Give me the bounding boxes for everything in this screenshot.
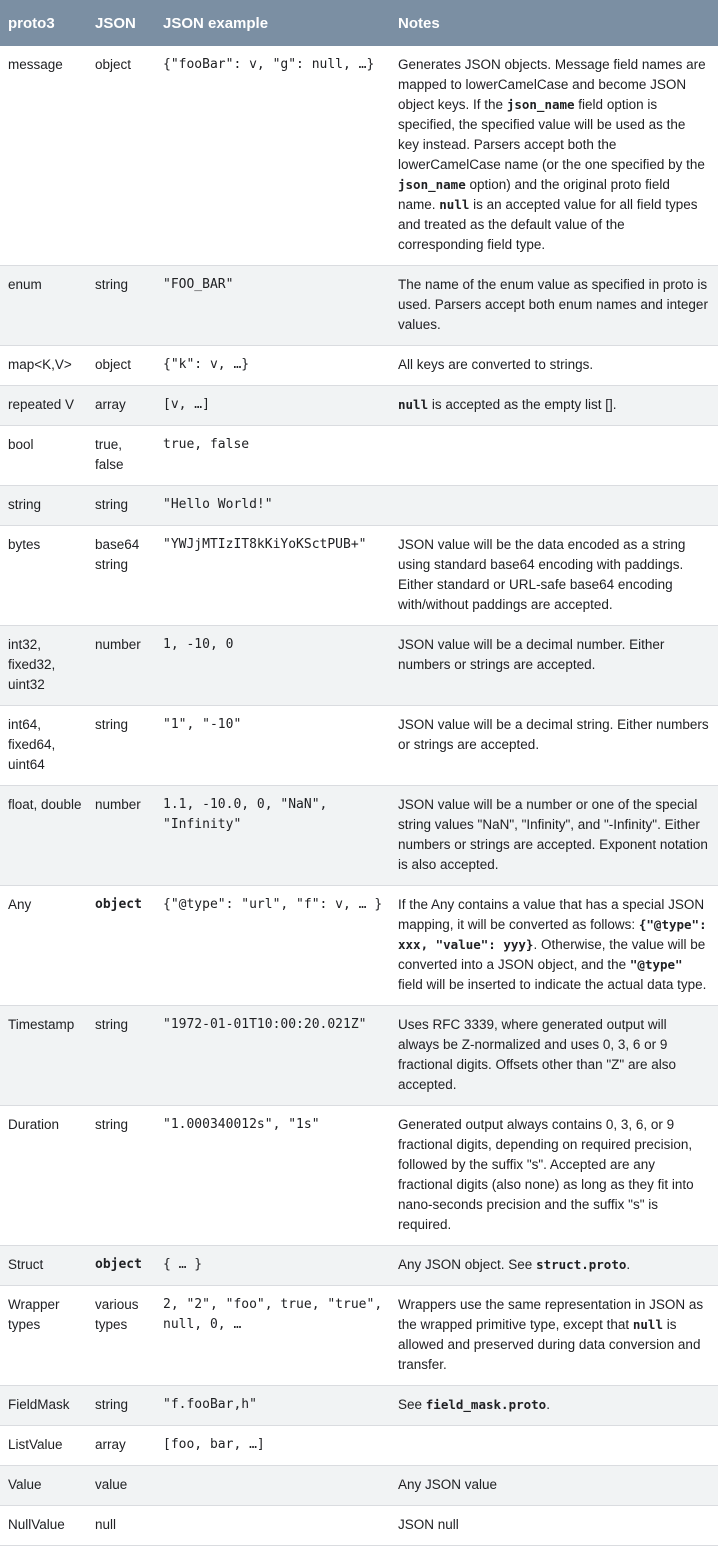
cell-json-type: number <box>87 786 155 886</box>
cell-notes <box>390 886 718 1006</box>
cell-notes <box>390 346 718 386</box>
table-row <box>0 1466 718 1506</box>
table-row <box>0 486 718 526</box>
cell-proto3-type: NullValue <box>0 1506 87 1546</box>
cell-json-example: {"k": v, …} <box>155 346 390 386</box>
notes-text: See <box>398 1397 426 1412</box>
notes-code: {"@type": xxx, "value": yyy} <box>398 917 707 952</box>
cell-json-type: string <box>87 266 155 346</box>
cell-notes <box>390 1106 718 1246</box>
cell-json-type: string <box>87 1386 155 1426</box>
table-row <box>0 1106 718 1246</box>
notes-text: . <box>546 1397 550 1412</box>
header-json: JSON <box>87 0 155 46</box>
notes-text: Wrappers use the same representation in JSON as the wrapped primitive type, except that <box>398 1297 704 1332</box>
cell-proto3-type: float, double <box>0 786 87 886</box>
table-row <box>0 526 718 626</box>
cell-proto3-type: Wrapper types <box>0 1286 87 1386</box>
notes-text: is allowed and preserved during data conversion and transfer. <box>398 1317 701 1372</box>
cell-proto3-type: bytes <box>0 526 87 626</box>
cell-json-example: 2, "2", "foo", true, "true", null, 0, … <box>155 1286 390 1386</box>
notes-code: null <box>632 1317 663 1332</box>
table-header <box>0 0 718 46</box>
cell-proto3-type: message <box>0 46 87 266</box>
table-row <box>0 1006 718 1106</box>
table-row <box>0 626 718 706</box>
cell-json-type: array <box>87 1426 155 1466</box>
cell-json-example: 1.1, -10.0, 0, "NaN", "Infinity" <box>155 786 390 886</box>
header-proto3: proto3 <box>0 0 87 46</box>
notes-code: null <box>398 397 429 412</box>
cell-json-example: true, false <box>155 426 390 486</box>
table-row <box>0 1246 718 1286</box>
notes-text: Generated output always contains 0, 3, 6, or 9 fractional digits, depending on required precision, followed by the suffix "s". Accepted are any fractional digits (also none) as long as they fit into nano-seconds precision and the suffix "s" is required. <box>398 1117 694 1232</box>
notes-text: If the Any contains a value that has a special JSON mapping, it will be converted as follows: <box>398 897 705 932</box>
cell-notes <box>390 46 718 266</box>
table-body <box>0 46 718 1546</box>
cell-json-type: various types <box>87 1286 155 1386</box>
notes-text: Generates JSON objects. Message field names are mapped to lowerCamelCase and become JSON object keys. If the <box>398 57 706 112</box>
notes-text: JSON null <box>398 1517 459 1532</box>
notes-code: field_mask.proto <box>425 1397 547 1412</box>
cell-json-example: "Hello World!" <box>155 486 390 526</box>
table-row <box>0 706 718 786</box>
cell-json-type: object <box>87 46 155 266</box>
cell-notes <box>390 1006 718 1106</box>
cell-notes <box>390 706 718 786</box>
table-row <box>0 266 718 346</box>
cell-json-example: "f.fooBar,h" <box>155 1386 390 1426</box>
notes-code: null <box>439 197 470 212</box>
cell-json-example: "1972-01-01T10:00:20.021Z" <box>155 1006 390 1106</box>
header-row <box>0 0 718 46</box>
notes-text: JSON value will be a decimal number. Either numbers or strings are accepted. <box>398 637 665 672</box>
cell-proto3-type: ListValue <box>0 1426 87 1466</box>
cell-notes <box>390 266 718 346</box>
cell-json-type: base64 string <box>87 526 155 626</box>
cell-notes <box>390 1426 718 1466</box>
cell-json-type: string <box>87 486 155 526</box>
cell-proto3-type: bool <box>0 426 87 486</box>
notes-text: is an accepted value for all field types and treated as the default value of the corresponding field type. <box>398 197 698 252</box>
header-json-example: JSON example <box>155 0 390 46</box>
notes-code: json_name <box>398 177 466 192</box>
notes-text: All keys are converted to strings. <box>398 357 594 372</box>
notes-text: . Otherwise, the value will be converted into a JSON object, and the <box>398 937 706 972</box>
notes-text: is accepted as the empty list []. <box>428 397 617 412</box>
table-row <box>0 1386 718 1426</box>
cell-json-example: "YWJjMTIzIT8kKiYoKSctPUB+" <box>155 526 390 626</box>
cell-notes <box>390 386 718 426</box>
cell-notes <box>390 526 718 626</box>
cell-proto3-type: repeated V <box>0 386 87 426</box>
cell-json-example: [foo, bar, …] <box>155 1426 390 1466</box>
cell-json-type: true, false <box>87 426 155 486</box>
cell-notes <box>390 1386 718 1426</box>
cell-notes <box>390 786 718 886</box>
table-row <box>0 46 718 266</box>
cell-notes <box>390 1506 718 1546</box>
cell-json-example <box>155 1506 390 1546</box>
notes-text: JSON value will be a decimal string. Either numbers or strings are accepted. <box>398 717 709 752</box>
cell-proto3-type: Struct <box>0 1246 87 1286</box>
notes-code: json_name <box>506 97 575 112</box>
cell-proto3-type: int64, fixed64, uint64 <box>0 706 87 786</box>
notes-text: field option is specified, the specified value will be used as the key instead. Parsers accept both the lowerCamelCase name (or the one specified by the <box>398 97 705 172</box>
cell-json-example: "1", "-10" <box>155 706 390 786</box>
notes-text: The name of the enum value as specified in proto is used. Parsers accept both enum names and integer values. <box>398 277 708 332</box>
cell-json-example: {"fooBar": v, "g": null, …} <box>155 46 390 266</box>
notes-text: JSON value will be the data encoded as a string using standard base64 encoding with paddings. Either standard or URL-safe base64 encoding with/without paddings are accepted. <box>398 537 686 612</box>
notes-text: Any JSON value <box>398 1477 498 1492</box>
cell-proto3-type: FieldMask <box>0 1386 87 1426</box>
cell-json-example: { … } <box>155 1246 390 1286</box>
cell-proto3-type: Value <box>0 1466 87 1506</box>
notes-text: . <box>626 1257 631 1272</box>
table-row <box>0 426 718 486</box>
cell-json-type: string <box>87 706 155 786</box>
cell-json-example: "FOO_BAR" <box>155 266 390 346</box>
notes-text: Any JSON object. See <box>398 1257 537 1272</box>
cell-notes <box>390 1466 718 1506</box>
cell-json-type: array <box>87 386 155 426</box>
cell-json-type: number <box>87 626 155 706</box>
cell-notes <box>390 486 718 526</box>
header-notes: Notes <box>390 0 718 46</box>
cell-json-example: [v, …] <box>155 386 390 426</box>
notes-code: struct.proto <box>536 1257 627 1272</box>
cell-json-example: {"@type": "url", "f": v, … } <box>155 886 390 1006</box>
notes-code: "@type" <box>629 957 683 972</box>
cell-json-type: null <box>87 1506 155 1546</box>
cell-json-type: string <box>87 1106 155 1246</box>
table-row <box>0 346 718 386</box>
notes-text: JSON value will be a number or one of the special string values "NaN", "Infinity", and "-Infinity". Either numbers or strings are accepted. Exponent notation is also accepted. <box>398 797 708 872</box>
cell-json-type: object <box>87 1246 155 1286</box>
cell-notes <box>390 626 718 706</box>
table-row <box>0 786 718 886</box>
cell-json-example <box>155 1466 390 1506</box>
cell-proto3-type: int32, fixed32, uint32 <box>0 626 87 706</box>
cell-json-type: string <box>87 1006 155 1106</box>
cell-json-type: value <box>87 1466 155 1506</box>
cell-json-example: 1, -10, 0 <box>155 626 390 706</box>
notes-text: Uses RFC 3339, where generated output will always be Z-normalized and uses 0, 3, 6 or 9 fractional digits. Offsets other than "Z" are also accepted. <box>398 1017 676 1092</box>
cell-json-example: "1.000340012s", "1s" <box>155 1106 390 1246</box>
table-row <box>0 1426 718 1466</box>
cell-notes <box>390 1286 718 1386</box>
cell-proto3-type: Duration <box>0 1106 87 1246</box>
cell-notes <box>390 1246 718 1286</box>
cell-proto3-type: Any <box>0 886 87 1006</box>
cell-proto3-type: enum <box>0 266 87 346</box>
table-row <box>0 386 718 426</box>
table-row <box>0 1506 718 1546</box>
cell-notes <box>390 426 718 486</box>
table-row <box>0 1286 718 1386</box>
notes-text: field will be inserted to indicate the actual data type. <box>398 977 707 992</box>
table-row <box>0 886 718 1006</box>
cell-proto3-type: map<K,V> <box>0 346 87 386</box>
cell-json-type: object <box>87 346 155 386</box>
cell-proto3-type: Timestamp <box>0 1006 87 1106</box>
cell-json-type: object <box>87 886 155 1006</box>
notes-text: option) and the original proto field name. <box>398 177 670 212</box>
cell-proto3-type: string <box>0 486 87 526</box>
